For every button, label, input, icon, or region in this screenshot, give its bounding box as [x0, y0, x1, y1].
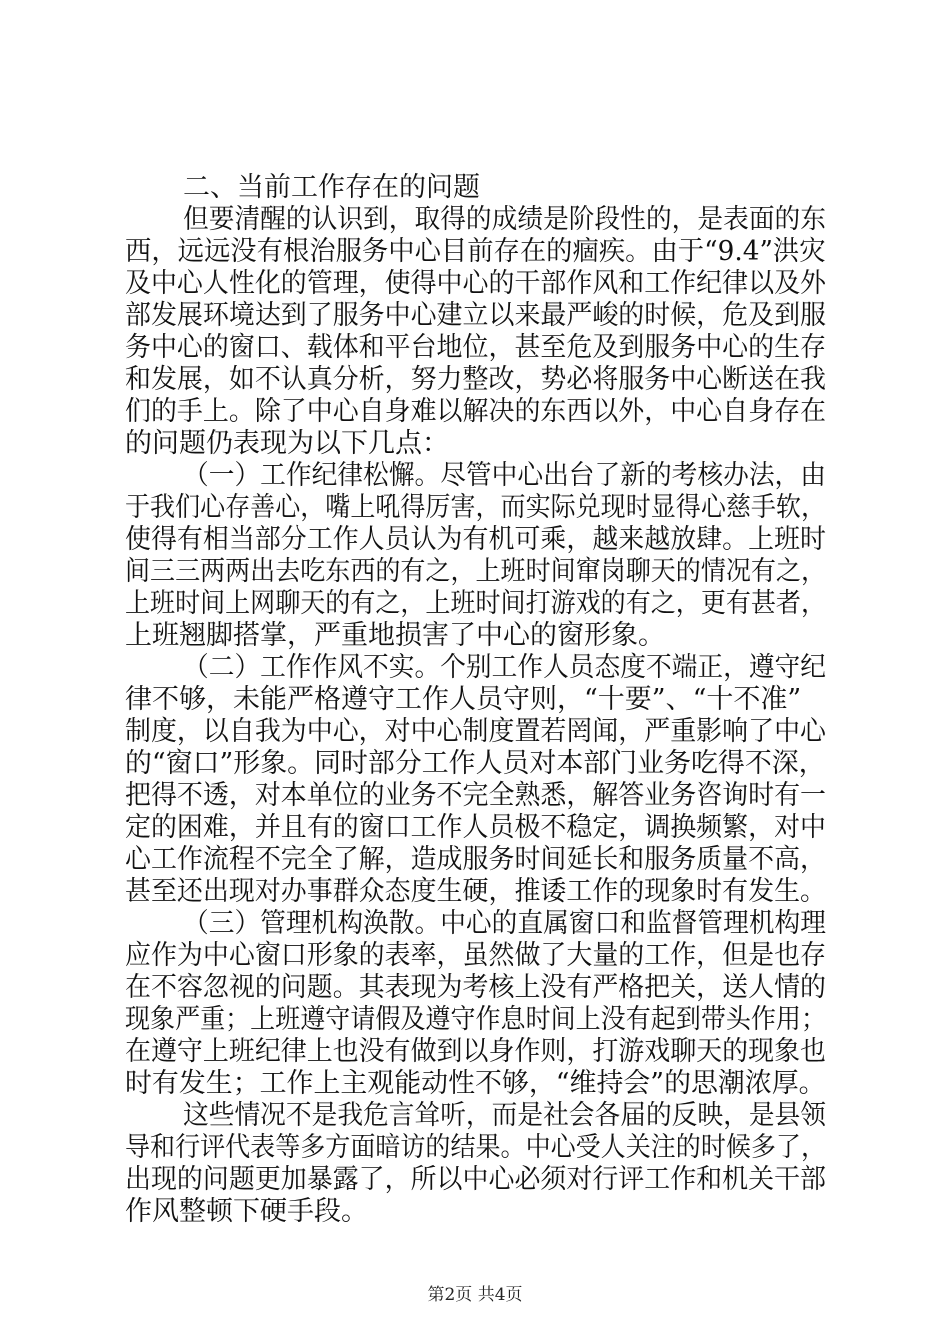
- text-line-content: 应作为中心窗口形象的表率，虽然做了大量的工作，但是也存: [125, 940, 826, 971]
- text-line-content: 们的手上。除了中心自身难以解决的东西以外，中心自身存在: [125, 396, 826, 427]
- text-line-content: 制度，以自我为中心，对中心制度置若罔闻，严重影响了中心: [125, 716, 826, 747]
- text-line: [0, 428, 950, 460]
- text-line-content: 的问题仍表现为以下几点：: [125, 428, 449, 459]
- text-line: [0, 940, 950, 972]
- text-line: [0, 364, 950, 396]
- text-line-content: 使得有相当部分工作人员认为有机可乘，越来越放肆。上班时: [125, 524, 826, 555]
- text-line-content: （三）管理机构涣散。中心的直属窗口和监督管理机构理: [183, 908, 826, 939]
- text-line-content: 和发展，如不认真分析，努力整改，势必将服务中心断送在我: [125, 364, 826, 395]
- page-footer: 第2页 共4页: [427, 1285, 523, 1305]
- text-line: [0, 620, 950, 652]
- text-line-content: 在遵守上班纪律上也没有做到以身作则，打游戏聊天的现象也: [125, 1036, 826, 1067]
- text-line: [0, 908, 950, 940]
- text-line-content: 二、当前工作存在的问题: [183, 172, 480, 203]
- text-line: [0, 492, 950, 524]
- text-line-content: 定的困难，并且有的窗口工作人员极不稳定，调换频繁，对中: [125, 812, 826, 843]
- text-line: [0, 1036, 950, 1068]
- text-line-content: 但要清醒的认识到，取得的成绩是阶段性的，是表面的东: [183, 204, 826, 235]
- text-line-content: 务中心的窗口、载体和平台地位，甚至危及到服务中心的生存: [125, 332, 826, 363]
- text-line-content: 作风整顿下硬手段。: [125, 1196, 368, 1227]
- text-line-content: 及中心人性化的管理，使得中心的干部作风和工作纪律以及外: [125, 268, 826, 299]
- text-line: [0, 236, 950, 268]
- text-line-content: 西，远远没有根治服务中心目前存在的痼疾。由于“9.4”洪灾: [125, 236, 826, 267]
- text-line: [0, 396, 950, 428]
- text-line-content: 时有发生；工作上主观能动性不够，“维持会”的思潮浓厚。: [125, 1068, 826, 1099]
- text-line: [0, 1004, 950, 1036]
- text-line-content: 甚至还出现对办事群众态度生硬，推诿工作的现象时有发生。: [125, 876, 826, 907]
- text-line: [0, 684, 950, 716]
- text-line-content: 的“窗口”形象。同时部分工作人员对本部门业务吃得不深，: [125, 748, 826, 779]
- text-line-content: 于我们心存善心，嘴上吼得厉害，而实际兑现时显得心慈手软，: [125, 492, 826, 523]
- text-line: [0, 300, 950, 332]
- text-line-content: 在不容忽视的问题。其表现为考核上没有严格把关，送人情的: [125, 972, 826, 1003]
- text-line: [0, 876, 950, 908]
- text-line-content: 律不够，未能严格遵守工作人员守则，“十要”、“十不准”: [125, 684, 802, 715]
- text-line-content: 这些情况不是我危言耸听，而是社会各届的反映，是县领: [183, 1100, 826, 1131]
- text-line-content: （二）工作作风不实。个别工作人员态度不端正，遵守纪: [183, 652, 826, 683]
- text-line: [0, 1196, 950, 1228]
- text-line: [0, 1132, 950, 1164]
- text-line: [0, 588, 950, 620]
- text-line: [0, 780, 950, 812]
- text-line: [0, 844, 950, 876]
- text-line: [0, 204, 950, 236]
- text-line: [0, 1100, 950, 1132]
- text-line: [0, 1164, 950, 1196]
- text-line: [0, 652, 950, 684]
- text-line: [0, 524, 950, 556]
- text-line: [0, 1068, 950, 1100]
- text-line: [0, 332, 950, 364]
- text-line-content: （一）工作纪律松懈。尽管中心出台了新的考核办法，由: [183, 460, 826, 491]
- text-line: [0, 716, 950, 748]
- text-line-content: 间三三两两出去吃东西的有之，上班时间窜岗聊天的情况有之，: [125, 556, 826, 587]
- text-line: [0, 748, 950, 780]
- text-line: [0, 812, 950, 844]
- text-line-content: 上班时间上网聊天的有之，上班时间打游戏的有之，更有甚者，: [125, 588, 826, 619]
- text-line-content: 现象严重；上班遵守请假及遵守作息时间上没有起到带头作用；: [125, 1004, 826, 1035]
- text-line-content: 把得不透，对本单位的业务不完全熟悉，解答业务咨询时有一: [125, 780, 826, 811]
- text-line: [0, 268, 950, 300]
- text-line: [0, 172, 950, 204]
- text-line-content: 部发展环境达到了服务中心建立以来最严峻的时候，危及到服: [125, 300, 826, 331]
- text-line-content: 心工作流程不完全了解，造成服务时间延长和服务质量不高，: [125, 844, 826, 875]
- text-line: [0, 556, 950, 588]
- text-line-content: 上班翘脚搭掌，严重地损害了中心的窗形象。: [125, 620, 665, 651]
- text-line: [0, 972, 950, 1004]
- text-line-content: 出现的问题更加暴露了，所以中心必须对行评工作和机关干部: [125, 1164, 826, 1195]
- text-line: [0, 460, 950, 492]
- text-line-content: 导和行评代表等多方面暗访的结果。中心受人关注的时候多了，: [125, 1132, 826, 1163]
